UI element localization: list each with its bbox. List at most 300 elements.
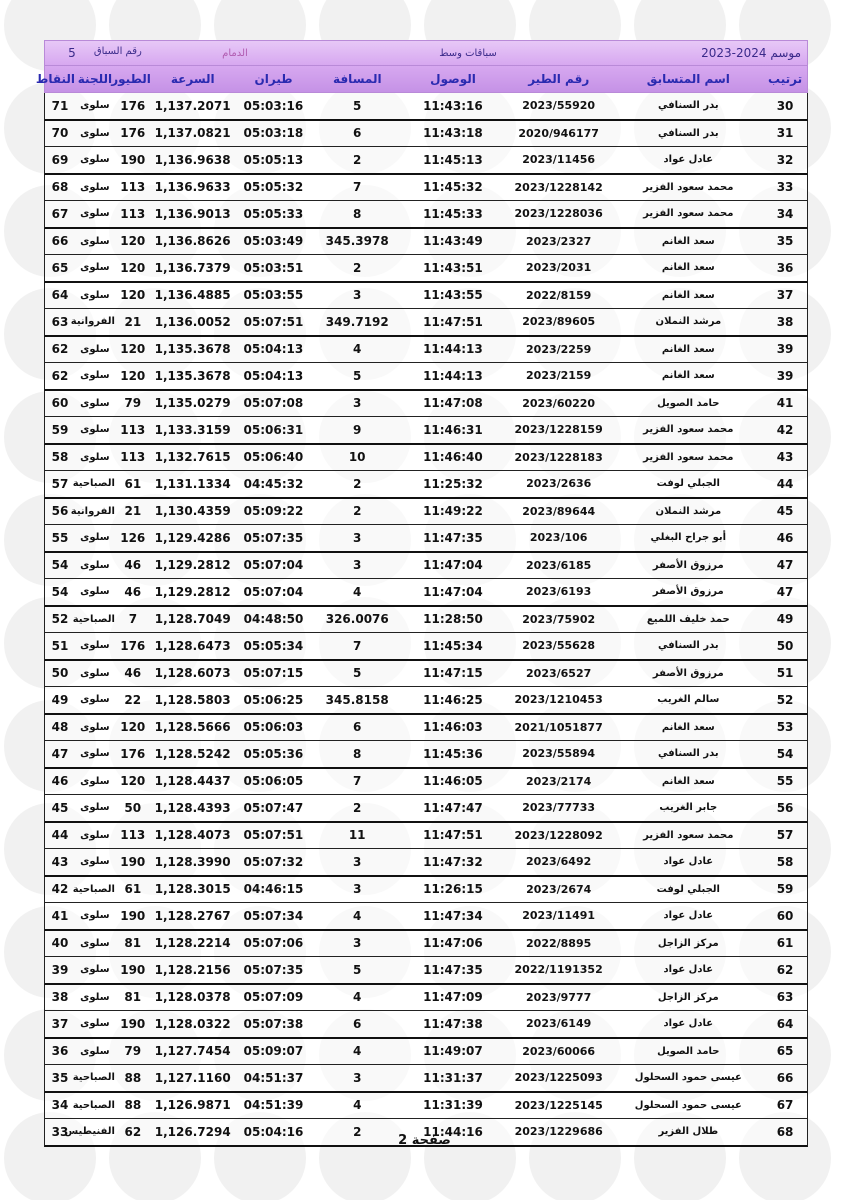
cell-rank: 44 (776, 476, 794, 491)
cell-rank: 45 (776, 504, 794, 519)
cell-arrival: 11:43:18 (423, 126, 483, 141)
cell-distance: 345.3978 (325, 234, 389, 249)
cell-rank: 59 (776, 882, 794, 897)
cell-name: عادل عواد (663, 856, 714, 868)
cell-name: سعد الغانم (661, 721, 715, 733)
cell-points: 47 (51, 746, 69, 761)
cell-speed: 1,135.0279 (154, 396, 231, 411)
cell-rank: 50 (776, 638, 794, 653)
cell-rank: 39 (776, 342, 794, 357)
cell-distance: 9 (352, 422, 362, 437)
cell-distance: 7 (352, 638, 362, 653)
cell-arrival: 11:45:36 (423, 746, 483, 761)
cell-name: عادل عواد (663, 964, 714, 976)
cell-points: 67 (51, 206, 69, 221)
cell-committee: سلوى (80, 640, 110, 652)
cell-committee: سلوى (80, 100, 110, 112)
cell-flight: 05:06:40 (243, 450, 304, 465)
cell-name: عادل عواد (663, 154, 714, 166)
cell-name: حمد خليف اللميع (646, 613, 730, 625)
cell-points: 71 (51, 98, 69, 113)
cell-birds: 46 (124, 558, 142, 573)
cell-points: 68 (51, 180, 69, 195)
cell-flight: 05:04:13 (243, 342, 304, 357)
cell-points: 48 (51, 720, 69, 735)
cell-rank: 43 (776, 450, 794, 465)
cell-speed: 1,129.2812 (154, 584, 231, 599)
table-row (44, 1065, 808, 1093)
cell-distance: 3 (352, 936, 362, 951)
cell-speed: 1,132.7615 (154, 450, 231, 465)
table-row (44, 175, 808, 202)
cell-arrival: 11:47:04 (423, 558, 483, 573)
cell-name: عادل عواد (663, 1018, 714, 1030)
cell-birds: 126 (120, 530, 146, 545)
cell-ring: 2023/6149 (526, 1017, 592, 1031)
cell-birds: 190 (120, 854, 146, 869)
race-number-value: 5 (68, 46, 76, 60)
cell-speed: 1,128.6473 (154, 638, 231, 653)
cell-ring: 2023/6193 (526, 585, 592, 599)
cell-speed: 1,137.0821 (154, 126, 231, 141)
cell-speed: 1,136.9638 (154, 152, 231, 167)
cell-flight: 05:07:04 (243, 558, 304, 573)
cell-arrival: 11:47:15 (423, 666, 483, 681)
cell-distance: 3 (352, 396, 362, 411)
table-row (44, 201, 808, 229)
cell-ring: 2023/1228142 (514, 180, 603, 194)
cell-arrival: 11:47:47 (423, 800, 483, 815)
cell-name: عيسى حمود السحلول (634, 1072, 742, 1084)
cell-distance: 2 (353, 504, 362, 519)
cell-birds: 120 (120, 368, 146, 383)
cell-flight: 04:46:15 (243, 882, 304, 897)
cell-speed: 1,127.1160 (154, 1070, 231, 1085)
cell-arrival: 11:45:32 (423, 180, 483, 195)
cell-ring: 2023/1228159 (514, 423, 603, 437)
cell-arrival: 11:49:22 (423, 504, 483, 519)
cell-flight: 05:06:31 (243, 422, 304, 437)
cell-ring: 2022/8895 (526, 936, 592, 950)
cell-speed: 1,136.0052 (154, 314, 231, 329)
cell-flight: 05:03:16 (243, 98, 304, 113)
cell-name: مرزوق الأصفر (652, 559, 724, 571)
cell-arrival: 11:46:25 (423, 692, 483, 707)
cell-committee: سلوى (80, 1018, 110, 1030)
cell-distance: 10 (348, 450, 366, 465)
cell-points: 63 (51, 314, 69, 329)
cell-points: 51 (51, 638, 69, 653)
cell-committee: الصباحية (72, 1072, 115, 1084)
cell-rank: 47 (776, 584, 794, 599)
cell-points: 40 (51, 936, 69, 951)
cell-flight: 05:07:32 (243, 854, 304, 869)
table-row (44, 283, 808, 310)
cell-arrival: 11:43:49 (423, 234, 483, 249)
table-row (44, 363, 808, 391)
table-row (44, 391, 808, 418)
cell-rank: 58 (776, 854, 794, 869)
cell-ring: 2023/11456 (522, 153, 596, 167)
cell-distance: 3 (352, 558, 362, 573)
cell-flight: 04:45:32 (243, 476, 304, 491)
cell-birds: 7 (128, 612, 138, 627)
cell-speed: 1,128.0378 (154, 990, 231, 1005)
cell-ring: 2023/89605 (522, 315, 596, 329)
table-row (44, 687, 808, 715)
cell-distance: 6 (352, 720, 362, 735)
cell-distance: 345.8158 (325, 692, 389, 707)
cell-flight: 04:48:50 (243, 612, 304, 627)
cell-name: مركز الزاجل (657, 991, 719, 1003)
season-label: موسم 2024-2023 (701, 46, 801, 60)
cell-ring: 2023/1228183 (514, 450, 603, 464)
cell-arrival: 11:44:13 (423, 342, 483, 357)
cell-name: مرشد النملان (655, 505, 722, 517)
cell-rank: 36 (776, 260, 794, 275)
cell-committee: سلوى (80, 532, 110, 544)
cell-committee: سلوى (80, 370, 110, 382)
cell-distance: 3 (352, 288, 362, 303)
table-row (44, 1039, 808, 1066)
cell-points: 44 (51, 828, 69, 843)
cell-flight: 05:06:05 (243, 774, 304, 789)
cell-committee: سلوى (80, 262, 110, 274)
cell-name: مرزوق الأصفر (652, 586, 724, 598)
cell-distance: 8 (352, 746, 362, 761)
cell-speed: 1,131.1334 (154, 476, 231, 491)
cell-committee: سلوى (80, 235, 110, 247)
cell-speed: 1,129.2812 (154, 558, 231, 573)
table-row (44, 553, 808, 580)
cell-arrival: 11:45:34 (423, 638, 483, 653)
cell-committee: سلوى (80, 1045, 110, 1057)
cell-points: 62 (51, 368, 69, 383)
cell-name: مرزوق الأصفر (652, 667, 724, 679)
cell-speed: 1,128.2767 (154, 908, 231, 923)
cell-birds: 22 (124, 692, 142, 707)
cell-name: سعد الغانم (661, 289, 715, 301)
cell-arrival: 11:47:34 (423, 908, 483, 923)
cell-rank: 54 (776, 746, 794, 761)
cell-rank: 68 (776, 1124, 794, 1139)
cell-ring: 2023/1228036 (514, 207, 603, 221)
cell-flight: 05:07:09 (243, 990, 304, 1005)
cell-points: 36 (51, 1044, 69, 1059)
cell-points: 42 (51, 882, 69, 897)
cell-arrival: 11:47:51 (423, 314, 483, 329)
cell-committee: سلوى (80, 721, 110, 733)
cell-rank: 33 (776, 180, 794, 195)
cell-arrival: 11:47:35 (423, 530, 483, 545)
cell-birds: 120 (120, 720, 146, 735)
cell-points: 33 (51, 1124, 69, 1139)
cell-speed: 1,128.4393 (154, 800, 231, 815)
col-flight-header: طيران (254, 72, 293, 86)
cell-committee: سلوى (80, 964, 110, 976)
table-row (44, 471, 808, 499)
col-birds-header: الطيور (111, 72, 151, 86)
cell-ring: 2023/60066 (522, 1044, 596, 1058)
table-row (44, 633, 808, 661)
cell-points: 55 (51, 530, 69, 545)
table-row (44, 823, 808, 850)
cell-speed: 1,135.3678 (154, 342, 231, 357)
cell-name: حامد الصويل (657, 397, 720, 409)
cell-birds: 190 (120, 962, 146, 977)
cell-ring: 2021/1051877 (514, 720, 603, 734)
table-row (44, 93, 808, 121)
cell-flight: 05:07:04 (243, 584, 304, 599)
cell-birds: 176 (120, 126, 146, 141)
cell-rank: 64 (776, 1016, 794, 1031)
results-table (35, 40, 808, 1147)
cell-speed: 1,136.8626 (154, 234, 231, 249)
cell-arrival: 11:46:40 (423, 450, 483, 465)
table-row (44, 795, 808, 823)
cell-arrival: 11:46:03 (423, 720, 483, 735)
cell-distance: 6 (352, 1016, 362, 1031)
column-headers (35, 65, 808, 93)
table-row (44, 741, 808, 769)
col-distance-header: المسافة (333, 72, 382, 86)
cell-committee: سلوى (80, 694, 110, 706)
cell-ring: 2023/55920 (522, 99, 596, 113)
cell-flight: 05:05:13 (243, 152, 304, 167)
col-name-header: اسم المتسابق (646, 72, 730, 86)
cell-name: جابر الغريب (659, 802, 718, 814)
cell-ring: 2023/6492 (526, 855, 592, 869)
cell-birds: 21 (124, 314, 142, 329)
cell-name: محمد سعود الفزير (643, 208, 734, 220)
cell-committee: سلوى (80, 748, 110, 760)
cell-committee: سلوى (80, 154, 110, 166)
cell-points: 57 (51, 476, 69, 491)
cell-birds: 113 (120, 422, 146, 437)
cell-flight: 05:07:51 (243, 828, 304, 843)
cell-arrival: 11:44:16 (423, 1124, 483, 1139)
cell-points: 52 (51, 612, 69, 627)
cell-rank: 55 (776, 774, 794, 789)
cell-committee: سلوى (80, 289, 110, 301)
cell-birds: 120 (120, 260, 146, 275)
table-row (44, 147, 808, 175)
cell-arrival: 11:49:07 (423, 1044, 483, 1059)
cell-speed: 1,128.5803 (154, 692, 231, 707)
cell-speed: 1,137.2071 (154, 98, 231, 113)
cell-committee: سلوى (80, 667, 110, 679)
cell-ring: 2022/1191352 (514, 963, 603, 977)
cell-arrival: 11:28:50 (423, 612, 483, 627)
cell-rank: 63 (776, 990, 794, 1005)
cell-arrival: 11:46:05 (423, 774, 483, 789)
cell-ring: 2023/2674 (526, 882, 592, 896)
cell-committee: الفروانية (70, 316, 115, 328)
cell-committee: الصباحية (72, 883, 115, 895)
cell-ring: 2023/6185 (526, 558, 592, 572)
cell-name: طلال الفزير (658, 1126, 719, 1138)
cell-distance: 7 (352, 180, 362, 195)
cell-birds: 113 (120, 450, 146, 465)
cell-name: محمد سعود الفزير (643, 424, 734, 436)
cell-speed: 1,127.7454 (154, 1044, 231, 1059)
cell-arrival: 11:47:38 (423, 1016, 483, 1031)
cell-committee: الفروانية (70, 505, 115, 517)
cell-rank: 66 (776, 1070, 794, 1085)
cell-arrival: 11:47:09 (423, 990, 483, 1005)
cell-flight: 05:09:07 (243, 1044, 304, 1059)
cell-arrival: 11:45:33 (423, 206, 483, 221)
cell-birds: 61 (124, 476, 142, 491)
col-rank-header: ترتيب (768, 72, 803, 86)
table-row (44, 715, 808, 742)
table-row (44, 903, 808, 931)
cell-birds: 120 (120, 288, 146, 303)
cell-rank: 53 (776, 720, 794, 735)
cell-birds: 81 (124, 936, 142, 951)
cell-name: محمد سعود الفزير (643, 451, 734, 463)
table-title-bar (44, 40, 808, 65)
cell-distance: 3 (352, 530, 362, 545)
cell-name: محمد سعود الفزير (643, 181, 734, 193)
cell-ring: 2023/55628 (522, 639, 596, 653)
cell-flight: 05:06:03 (243, 720, 304, 735)
cell-committee: الصباحية (72, 1099, 115, 1111)
cell-committee: سلوى (80, 937, 110, 949)
cell-distance: 4 (353, 1098, 362, 1113)
cell-committee: سلوى (80, 127, 110, 139)
cell-flight: 05:07:34 (243, 908, 304, 923)
cell-points: 60 (51, 396, 69, 411)
cell-arrival: 11:47:06 (423, 936, 483, 951)
cell-arrival: 11:25:32 (423, 476, 483, 491)
cell-points: 69 (51, 152, 69, 167)
cell-flight: 04:51:39 (243, 1098, 304, 1113)
cell-committee: سلوى (80, 208, 110, 220)
cell-birds: 46 (124, 584, 142, 599)
cell-arrival: 11:47:04 (423, 584, 483, 599)
cell-speed: 1,133.3159 (154, 422, 231, 437)
cell-rank: 49 (776, 612, 794, 627)
cell-speed: 1,126.9871 (154, 1098, 231, 1113)
cell-speed: 1,128.5666 (154, 720, 231, 735)
cell-arrival: 11:47:35 (423, 962, 483, 977)
cell-flight: 05:07:06 (243, 936, 304, 951)
cell-points: 34 (51, 1098, 69, 1113)
cell-committee: الفنيطيس (64, 1126, 115, 1138)
cell-ring: 2023/1229686 (514, 1125, 603, 1139)
cell-points: 37 (51, 1016, 69, 1031)
cell-name: سعد الغانم (661, 262, 715, 274)
cell-name: عادل عواد (663, 910, 714, 922)
cell-points: 46 (51, 774, 69, 789)
cell-arrival: 11:31:39 (423, 1098, 483, 1113)
cell-ring: 2023/2636 (526, 477, 592, 491)
cell-rank: 31 (776, 126, 794, 141)
cell-points: 66 (51, 234, 69, 249)
cell-flight: 04:51:37 (243, 1070, 304, 1085)
cell-birds: 88 (124, 1070, 142, 1085)
table-row (44, 525, 808, 553)
cell-distance: 5 (352, 962, 362, 977)
cell-rank: 41 (776, 396, 794, 411)
cell-rank: 38 (776, 314, 794, 329)
cell-speed: 1,130.4359 (154, 504, 231, 519)
cell-ring: 2023/1210453 (514, 693, 603, 707)
cell-speed: 1,128.3015 (154, 882, 231, 897)
cell-speed: 1,136.9013 (154, 206, 231, 221)
col-arrival-header: الوصول (430, 72, 476, 86)
cell-name: سالم الغريب (657, 694, 720, 706)
cell-arrival: 11:45:13 (423, 152, 483, 167)
cell-rank: 46 (776, 530, 794, 545)
cell-distance: 7 (352, 774, 362, 789)
cell-speed: 1,128.0322 (154, 1016, 231, 1031)
table-row (44, 121, 808, 148)
cell-rank: 51 (776, 666, 794, 681)
cell-ring: 2023/1225145 (514, 1098, 603, 1112)
cell-distance: 2 (353, 1124, 362, 1139)
cell-ring: 2023/1225093 (514, 1071, 603, 1085)
cell-points: 65 (51, 260, 69, 275)
cell-flight: 05:05:32 (243, 180, 304, 195)
cell-name: بدر السنافي (657, 100, 719, 112)
cell-birds: 113 (120, 206, 146, 221)
cell-ring: 2023/2159 (526, 369, 592, 383)
cell-points: 64 (51, 288, 69, 303)
cell-name: بدر السنافي (657, 127, 719, 139)
cell-name: أبو جراح البغلي (650, 532, 727, 544)
cell-name: سعد الغانم (661, 370, 715, 382)
cell-distance: 4 (352, 342, 362, 357)
cell-committee: سلوى (80, 559, 110, 571)
cell-ring: 2022/8159 (526, 288, 592, 302)
cell-speed: 1,128.2214 (154, 936, 231, 951)
cell-birds: 190 (120, 1016, 146, 1031)
cell-distance: 5 (352, 666, 362, 681)
table-body (44, 93, 808, 1147)
cell-rank: 47 (776, 558, 794, 573)
cell-birds: 88 (124, 1098, 142, 1113)
cell-ring: 2023/75902 (522, 612, 596, 626)
cell-rank: 61 (776, 936, 794, 951)
cell-name: بدر السنافي (657, 748, 719, 760)
cell-speed: 1,128.4073 (154, 828, 231, 843)
cell-distance: 2 (352, 152, 362, 167)
cell-speed: 1,126.7294 (154, 1124, 231, 1139)
cell-birds: 50 (124, 800, 142, 815)
cell-ring: 2023/2174 (526, 774, 592, 788)
cell-ring: 2023/89644 (522, 504, 596, 518)
cell-flight: 05:05:34 (243, 638, 304, 653)
cell-name: عيسى حمود السحلول (634, 1099, 742, 1111)
table-row (44, 499, 808, 526)
cell-birds: 79 (124, 1044, 142, 1059)
cell-flight: 05:07:08 (243, 396, 304, 411)
cell-rank: 57 (776, 828, 794, 843)
cell-flight: 05:04:13 (243, 368, 304, 383)
cell-points: 70 (51, 126, 69, 141)
cell-distance: 326.0076 (325, 612, 389, 627)
table-row (44, 607, 808, 634)
cell-distance: 2 (353, 476, 362, 491)
cell-birds: 21 (124, 504, 142, 519)
cell-birds: 190 (120, 908, 146, 923)
cell-points: 56 (51, 504, 69, 519)
cell-ring: 2023/11491 (522, 909, 596, 923)
cell-points: 43 (51, 854, 69, 869)
cell-birds: 176 (120, 98, 146, 113)
